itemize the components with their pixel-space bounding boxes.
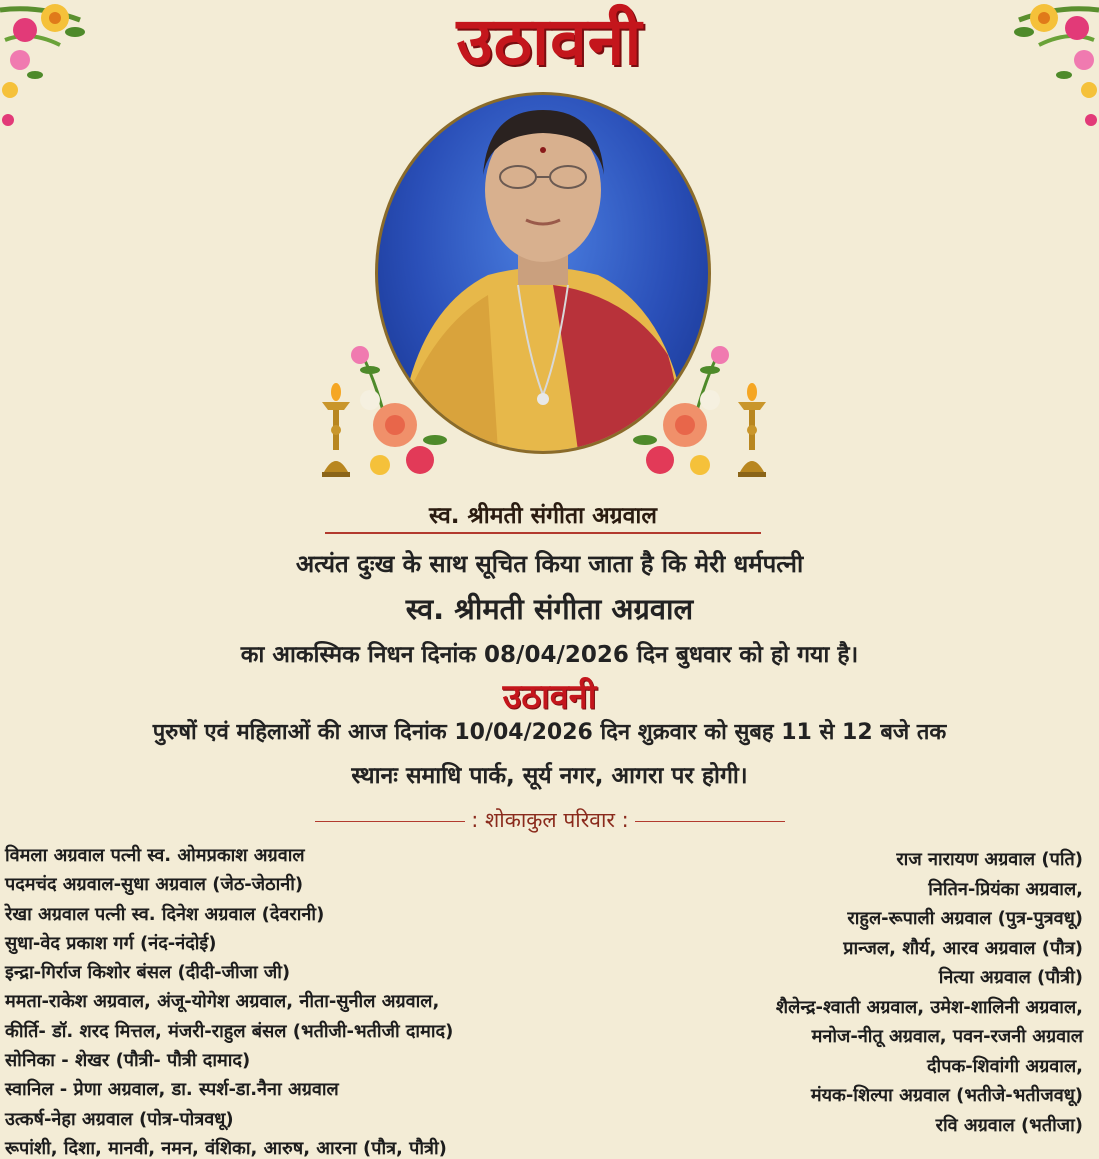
notice-ceremony-time: पुरुषों एवं महिलाओं की आज दिनांक 10/04/2026 दिन शुक्रवार को सुबह 11 से 12 बजे तक (152, 720, 947, 745)
main-title: उठावनी (456, 3, 643, 80)
list-item: राहुल-रूपाली अग्रवाल (पुत्र-पुत्रवधू) (847, 908, 1083, 929)
list-item: सुधा-वेद प्रकाश गर्ग (नंद-नंदोई) (5, 932, 217, 954)
notice-death-date: का आकस्मिक निधन दिनांक 08/04/2026 दिन बुधवार को हो गया है। (240, 642, 859, 668)
divider-left (315, 821, 465, 822)
list-item: सोनिका - शेखर (पौत्री- पौत्री दामाद) (5, 1050, 251, 1072)
list-item: रूपांशी, दिशा, मानवी, नमन, वंशिका, आरुष, आरना (पौत्र, पौत्री) (5, 1137, 447, 1159)
family-list-right (603, 845, 1083, 1140)
list-item: मंयक-शिल्पा अग्रवाल (भतीजे-भतीजवधू) (810, 1085, 1083, 1106)
notice-subtitle: उठावनी (502, 677, 597, 717)
notice-line-1: अत्यंत दुःख के साथ सूचित किया जाता है कि मेरी धर्मपत्नी (295, 550, 804, 578)
family-heading-text: : शोकाकुल परिवार : (471, 808, 629, 832)
list-item: नित्या अग्रवाल (पौत्री) (938, 967, 1083, 988)
list-item: उत्कर्ष-नेहा अग्रवाल (पोत्र-पोत्रवधू) (5, 1108, 234, 1130)
divider-right (635, 821, 785, 822)
flower-bouquet-left-icon (340, 330, 460, 490)
flower-bouquet-right-icon (620, 330, 740, 490)
notice-ceremony-place: स्थानः समाधि पार्क, सूर्य नगर, आगरा पर होगी। (351, 763, 748, 789)
list-item: दीपक-शिवांगी अग्रवाल, (927, 1055, 1083, 1077)
list-item: विमला अग्रवाल पत्नी स्व. ओमप्रकाश अग्रवाल (5, 845, 305, 866)
list-item: शैलेन्द्र-श्वाती अग्रवाल, उमेश-शालिनी अग्रवाल, (775, 996, 1083, 1018)
list-item: पदमचंद अग्रवाल-सुधा अग्रवाल (जेठ-जेठानी) (5, 874, 304, 896)
list-item: इन्द्रा-गिर्राज किशोर बंसल (दीदी-जीजा जी) (5, 962, 291, 984)
list-item: मनोज-नीतू अग्रवाल, पवन-रजनी अग्रवाल (811, 1026, 1083, 1047)
family-heading (280, 806, 820, 834)
brass-lamp-left-icon (316, 380, 356, 480)
brass-lamp-right-icon (732, 380, 772, 480)
notice-deceased-name: स्व. श्रीमती संगीता अग्रवाल (405, 592, 694, 626)
list-item: राज नारायण अग्रवाल (पति) (896, 849, 1083, 870)
list-item: रवि अग्रवाल (भतीजा) (935, 1114, 1083, 1136)
list-item: कीर्ति- डॉ. शरद मित्तल, मंजरी-राहुल बंसल (भतीजी-भतीजी दामाद) (5, 1020, 454, 1042)
family-list-left (5, 841, 595, 1159)
list-item: नितिन-प्रियंका अग्रवाल, (928, 878, 1083, 900)
list-item: ममता-राकेश अग्रवाल, अंजू-योगेश अग्रवाल, नीता-सुनील अग्रवाल, (5, 991, 440, 1013)
deceased-name-banner: स्व. श्रीमती संगीता अग्रवाल (325, 498, 761, 534)
list-item: रेखा अग्रवाल पत्नी स्व. दिनेश अग्रवाल (देवरानी) (5, 903, 325, 925)
list-item: प्रान्जल, शौर्य, आरव अग्रवाल (पौत्र) (843, 937, 1083, 959)
list-item: स्वानिल - प्रेणा अग्रवाल, डा. स्पर्श-डा.नैना अग्रवाल (5, 1079, 339, 1101)
